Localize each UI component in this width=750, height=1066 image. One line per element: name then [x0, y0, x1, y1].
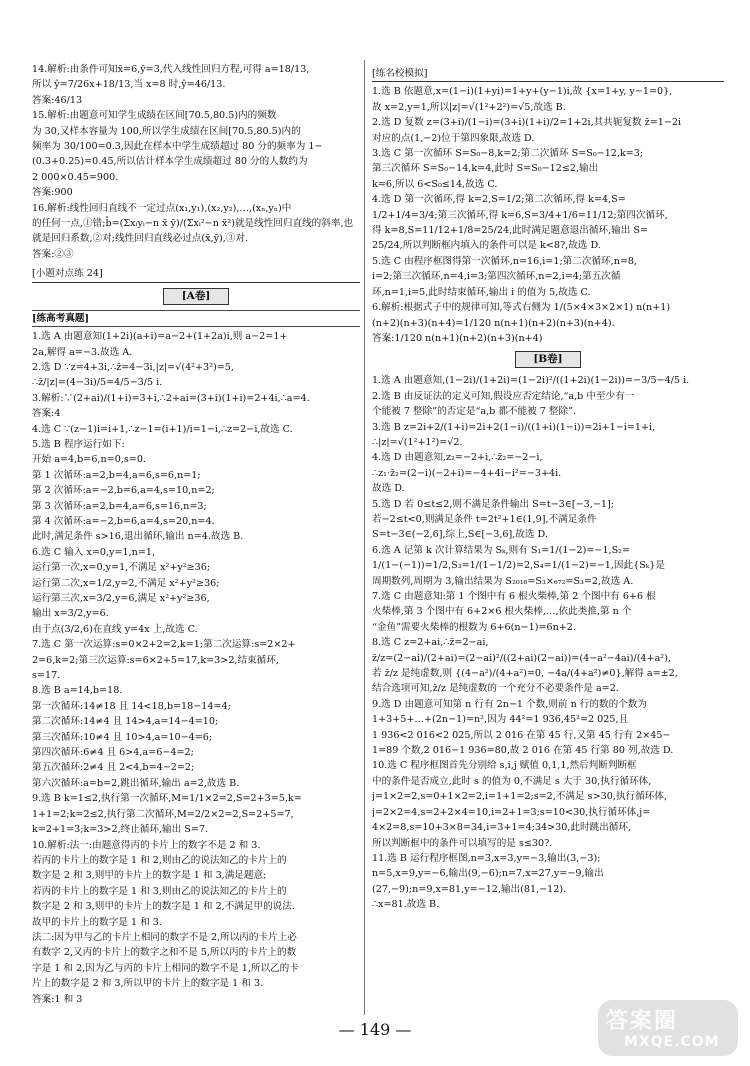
text-line: 开始 a=4,b=6,n=0,s=0.: [32, 454, 146, 466]
text-line: (n+2)(n+3)(n+4)=1/120 n(n+1)(n+2)(n+3)(n+4).: [372, 317, 615, 329]
text-line: 答案:1 和 3: [32, 993, 83, 1005]
text-line: 若丙的卡片上的数字是 1 和 3,则由乙的说法知乙的卡片上的: [32, 885, 287, 897]
section-heading: [练名校模拟]: [372, 66, 724, 82]
text-line: 4.选 D 由题意知,z₂=−2+i,∴z̄₂=−2−i,: [372, 452, 543, 464]
text-line: 5.选 C 由程序框图得第一次循环,n=16,i=1;第二次循环,n=8,: [372, 255, 638, 267]
text-line: 若丙的卡片上的数字是 1 和 2,则由乙的说法知乙的卡片上的: [32, 854, 287, 866]
text-line: 3.解析:∵(2+ai)/(1+i)=3+i,∴2+ai=(3+i)(1+i)=2+4i,∴a=4.: [32, 392, 310, 404]
text-line: 25/24,所以判断框内填入的条件可以是 k<8?,故选 D.: [372, 240, 601, 252]
text-line: j=1×2=2,s=0+1×2=2,i=1+1=2;s=2,不满足 s>30,执行循环体,: [372, 791, 667, 803]
text-line: ∴|z|=√(1²+1²)=√2.: [372, 436, 463, 448]
text-line: 片上的数字是 2 和 3,所以甲的卡片上的数字是 1 和 3.: [32, 978, 264, 990]
text-line: 第六次循环:a=b=2,跳出循环,输出 a=2,故选 B.: [32, 777, 240, 789]
text-line: 第三次循环:10≠4 且 10>4,a=10−4=6;: [32, 731, 213, 743]
text-line: 结合选项可知,z̄/z 是纯虚数的一个充分不必要条件是 a=2.: [372, 683, 619, 695]
text-line: 中的条件是否成立,此时 s 的值为 0,不满足 s 大于 30,执行循环体,: [372, 775, 652, 787]
text-line: 答案:4: [32, 408, 61, 420]
text-line: 10.解析:法一:由题意得丙的卡片上的数字不是 2 和 3.: [32, 839, 261, 851]
text-line: 2.选 D 复数 z=(3+i)/(1−i)=(3+i)(1+i)/2=1+2i,其共轭复数 z̄=1−2i: [372, 117, 682, 129]
text-line: 1.选 B 依题意,x=(1−i)(1+yi)=1+y+(y−1)i,故 {x=1+y, y−1=0},: [372, 86, 673, 98]
text-line: 10.选 C 程序框图首先分别给 s,i,j 赋值 0,1,1,然后判断判断框: [372, 760, 637, 772]
text-line: i=2;第三次循环,n=4,i=3;第四次循环,n=2,i=4;第五次循: [372, 271, 621, 283]
right-column: [372, 62, 724, 913]
text-line: 数字是 2 和 3,则甲的卡片上的数字是 1 和 2,不满足甲的说法.: [32, 901, 295, 913]
text-line: ∴z₁·z̄₂=(2−i)(−2+i)=−4+4i−i²=−3+4i.: [372, 467, 562, 479]
text-line: 故选 D.: [372, 483, 405, 495]
text-line: 8.选 C z=2+ai,∴z̄=2−ai,: [372, 637, 489, 649]
text-line: 1.选 A 由题意知,(1−2i)/(1+2i)=(1−2i)²/((1+2i)(1−2i))=−3/5−4/5 i.: [372, 375, 690, 387]
page-number: — 149 —: [338, 1020, 412, 1039]
text-line: 2.选 D ∵z=4+3i,∴z̄=4−3i,|z|=√(4²+3²)=5,: [32, 361, 234, 373]
text-line: 1 936<2 016<2 025,所以 2 016 在第 45 行,又第 45 行有 2×45−: [372, 729, 671, 741]
text-line: 故 x=2,y=1,所以|z|=√(1²+2²)=√5,故选 B.: [372, 101, 566, 113]
text-line: 9.选 B k=1≤2,执行第一次循环,M=1/1×2=2,S=2+3=5,k=: [32, 793, 302, 805]
text-line: 答案:②③: [32, 248, 74, 260]
text-line: 14.解析:由条件可知x̄=6,ȳ=3,代入线性回归方程,可得 a=18/13,: [32, 64, 310, 75]
text-line: 4×2=8,s=10+3×8=34,i=3+1=4;34>30,此时跳出循环,: [372, 822, 632, 834]
text-line: S=t−3∈(−2,6],综上,S∈[−3,6],故选 D.: [372, 529, 548, 541]
text-line: k=6,所以 6<S₀≤14,故选 C.: [372, 178, 498, 190]
column-divider: [364, 60, 365, 1015]
text-line: ∴z̄/|z|=(4−3i)/5=4/5−3/5 i.: [32, 377, 163, 389]
text-line: 4.选 C ∵(z−1)i=i+1,∴z−1=(i+1)/i=1−i,∴z=2−i,故选 C.: [32, 423, 293, 435]
text-line: 输出 x=3/2,y=6.: [32, 608, 109, 620]
text-line: 有数字 2,又丙的卡片上的数字之和不是 5,所以丙的卡片上的数: [32, 947, 297, 959]
text-line: 若 z̄/z 是纯虚数,则 {(4−a²)/(4+a²)=0, −4a/(4+a²)≠0},解得 a=±2,: [372, 668, 678, 680]
watermark-logo: [598, 1000, 738, 1056]
text-line: 频率为 30/100=0.3,因此在样本中学生成绩超过 80 分的频率为 1−: [32, 141, 323, 153]
text-line: 的任何一点,①错;b̂=(Σxᵢyᵢ−n x̄ ȳ)/(Σxᵢ²−n x̄²)就是线性回归直线的斜率,也: [32, 218, 354, 230]
text-line: 1+1=2;k=2≤2,执行第二次循环,M=2/2×2=2,S=2+5=7,: [32, 808, 294, 820]
text-line: 9.选 D 由题意可知第 n 行有 2n−1 个数,则前 n 行的数的个数为: [372, 698, 647, 710]
text-line: 4.选 D 第一次循环,得 k=2,S=1/2;第二次循环,得 k=4,S=: [372, 194, 626, 206]
text-line: 第二次循环:14≠4 且 14>4,a=14−4=10;: [32, 716, 219, 728]
text-line: 对应的点(1,−2)位于第四象限,故选 D.: [372, 132, 535, 144]
text-line: j=2×2=4,s=2+2×4=10,i=2+1=3;s=10<30,执行循环体,j=: [372, 806, 651, 818]
text-line: 答案:1/120 n(n+1)(n+2)(n+3)(n+4): [372, 332, 543, 344]
text-line: 2=6,k=2;第三次运算:s=6×2+5=17,k=3>2,结束循环,: [32, 654, 279, 666]
text-line: 所以判断框中的条件可以填写的是 s≤30?.: [372, 837, 553, 849]
text-line: 1=89 个数,2 016−1 936=80,故 2 016 在第 45 行第 80 列,故选 D.: [372, 745, 674, 757]
text-line: k=2+1=3;k=3>2,终止循环,输出 S=7.: [32, 824, 209, 836]
text-line: 故甲的卡片上的数字是 1 和 3.: [32, 916, 162, 928]
text-line: (0.3+0.25)=0.45,所以估计样本学生成绩超过 80 分的人数约为: [32, 156, 308, 168]
text-line: 字是 1 和 2,因为乙与丙的卡片上相同的数字不是 1,所以乙的卡: [32, 962, 299, 974]
text-line: 5.选 B 程序运行如下:: [32, 438, 125, 450]
text-line: 2 000×0.45=900.: [32, 171, 119, 183]
text-line: 周期数列,周期为 3,输出结果为 S₂₀₁₆=S₃×₆₇₂=S₃=2,故选 A.: [372, 575, 634, 587]
text-line: 此时,满足条件 s>16,退出循环,输出 n=4.故选 B.: [32, 531, 244, 543]
text-line: 6.解析:根据式子中的规律可知,等式右侧为 1/(5×4×3×2×1) n(n+1): [372, 302, 671, 314]
text-line: 16.解析:线性回归直线不一定过点(x₁,y₁),(x₂,y₂),…,(xₙ,yₙ)中: [32, 202, 292, 214]
text-line: 运行第二次,x=1/2,y=2,不满足 x²+y²≥36;: [32, 577, 220, 589]
text-line: 若−2≤t<0,则满足条件 t=2t²+1∈(1,9],不满足条件: [372, 513, 597, 525]
section-heading: [小题对点练 24]: [32, 266, 360, 282]
text-line: 答案:900: [32, 187, 73, 199]
text-line: ∴x=81.故选 B.: [372, 899, 440, 911]
watermark-url: MXQE.COM: [624, 1034, 720, 1050]
text-line: 1.选 A 由题意知(1+2i)(a+i)=a−2+(1+2a)i,则 a−2=1+: [32, 331, 288, 343]
text-line: 2.选 B 由反证法的定义可知,假设应否定结论,“a,b 中至少有一: [372, 390, 635, 402]
text-line: 11.选 B 运行程序框图,n=3,x=3,y=−3,输出(3,−3);: [372, 852, 601, 864]
text-line: 7.选 C 由题意知:第 1 个图中有 6 根火柴棒,第 2 个图中有 6+6 根: [372, 591, 656, 602]
text-line: 法二:因为甲与乙的卡片上相同的数字不是 2,所以丙的卡片上必: [32, 931, 297, 943]
section-heading: [练高考真题]: [32, 310, 360, 327]
text-line: 就是回归系数,②对;线性回归直线必过点(x̄,ȳ),③对.: [32, 233, 249, 245]
text-line: 6.选 C 输入 x=0,y=1,n=1,: [32, 546, 156, 558]
text-line: 个能被 7 整除”的否定是“a,b 都不能被 7 整除”.: [372, 406, 577, 418]
text-line: 数字是 2 和 3,则甲的卡片上的数字是 1 和 3,满足题意;: [32, 870, 267, 882]
text-line: 6.选 A 记第 k 次计算结果为 Sₖ,则有 S₁=1/(1−2)=−1,S₂=: [372, 544, 631, 556]
section-badge: [A卷]: [163, 288, 229, 305]
text-line: 第五次循环:2≠4 且 2<4,b=4−2=2;: [32, 762, 195, 774]
text-line: z̄/z=(2−ai)/(2+ai)=(2−ai)²/((2+ai)(2−ai))=(4−a²−4ai)/(4+a²),: [372, 652, 671, 664]
text-line: 第 2 次循环:a=−2,b=6,a=4,s=10,n=2;: [32, 485, 215, 497]
text-line: 运行第一次,x=0,y=1,不满足 x²+y²≥36;: [32, 562, 211, 574]
watermark-text: 答案圈: [606, 1009, 679, 1034]
text-line: 火柴棒,第 3 个图中有 6+2×6 根火柴棒,…,依此类推,第 n 个: [372, 606, 632, 618]
text-line: 所以 ŷ=7/26x+18/13,当 x=8 时,ŷ=46/13.: [32, 79, 226, 91]
section-badge: [B卷]: [515, 351, 581, 368]
text-line: s=17.: [32, 670, 61, 682]
text-line: 2a,解得 a=−3.故选 A.: [32, 346, 133, 358]
text-line: 7.选 C 第一次运算:s=0×2+2=2,k=1;第二次运算:s=2×2+: [32, 639, 296, 651]
text-line: 得 k=8,S=11/12+1/8=25/24,此时满足题意退出循环,输出 S=: [372, 225, 648, 237]
text-line: 1+3+5+…+(2n−1)=n²,因为 44²=1 936,45²=2 025,且: [372, 714, 629, 726]
text-line: 3.选 B z=2i+2/(1+i)=2i+2(1−i)/((1+i)(1−i))=2i+1−i=1+i,: [372, 421, 656, 433]
text-line: 5.选 D 若 0≤t≤2,则不满足条件输出 S=t−3∈[−3,−1];: [372, 498, 614, 510]
text-line: 第 1 次循环:a=2,b=4,a=6,s=6,n=1;: [32, 469, 201, 481]
left-column: [32, 62, 360, 1007]
text-line: 第 3 次循环:a=2,b=4,a=6,s=16,n=3;: [32, 500, 207, 512]
text-line: 15.解析:由题意可知学生成绩在区间[70.5,80.5)内的频数: [32, 110, 277, 122]
text-line: “金鱼”需要火柴棒的根数为 6+6(n−1)=6n+2.: [372, 621, 576, 633]
text-line: 由于点(3/2,6)在直线 y=4x 上,故选 C.: [32, 623, 198, 635]
text-line: 第 4 次循环:a=−2,b=6,a=4,s=20,n=4.: [32, 515, 215, 527]
text-line: 1/2+1/4=3/4;第三次循环,得 k=6,S=3/4+1/6=11/12;第四次循环,: [372, 209, 668, 221]
text-line: 第三次循环 S=S₀−14,k=4,此时 S=S₀−12≤2,输出: [372, 163, 599, 175]
text-line: 3.选 C 第一次循环 S=S₀−8,k=2;第二次循环 S=S₀−12,k=3;: [372, 148, 644, 160]
text-line: 答案:46/13: [32, 94, 83, 106]
text-line: n=5,x=9,y=−6,输出(9,−6);n=7,x=27,y=−9,输出: [372, 868, 604, 880]
text-line: 1/(1−(−1))=1/2,S₃=1/(1−1/2)=2,S₄=1/(1−2)=−1,因此{Sₖ}是: [372, 560, 665, 572]
text-line: (27,−9);n=9,x=81,y=−12,输出(81,−12).: [372, 883, 567, 895]
text-line: 为 30,又样本容量为 100,所以学生成绩在区间[70.5,80.5)内的: [32, 125, 301, 137]
text-line: 环,n=1,i=5,此时结束循环,输出 i 的值为 5,故选 C.: [372, 286, 591, 298]
text-line: 8.选 B a=14,b=18.: [32, 685, 123, 697]
text-line: 第一次循环:14≠18 且 14<18,b=18−14=4;: [32, 700, 231, 712]
text-line: 运行第三次,x=3/2,y=6,满足 x²+y²≥36,: [32, 593, 210, 604]
text-line: 第四次循环:6≠4 且 6>4,a=6−4=2;: [32, 747, 194, 759]
